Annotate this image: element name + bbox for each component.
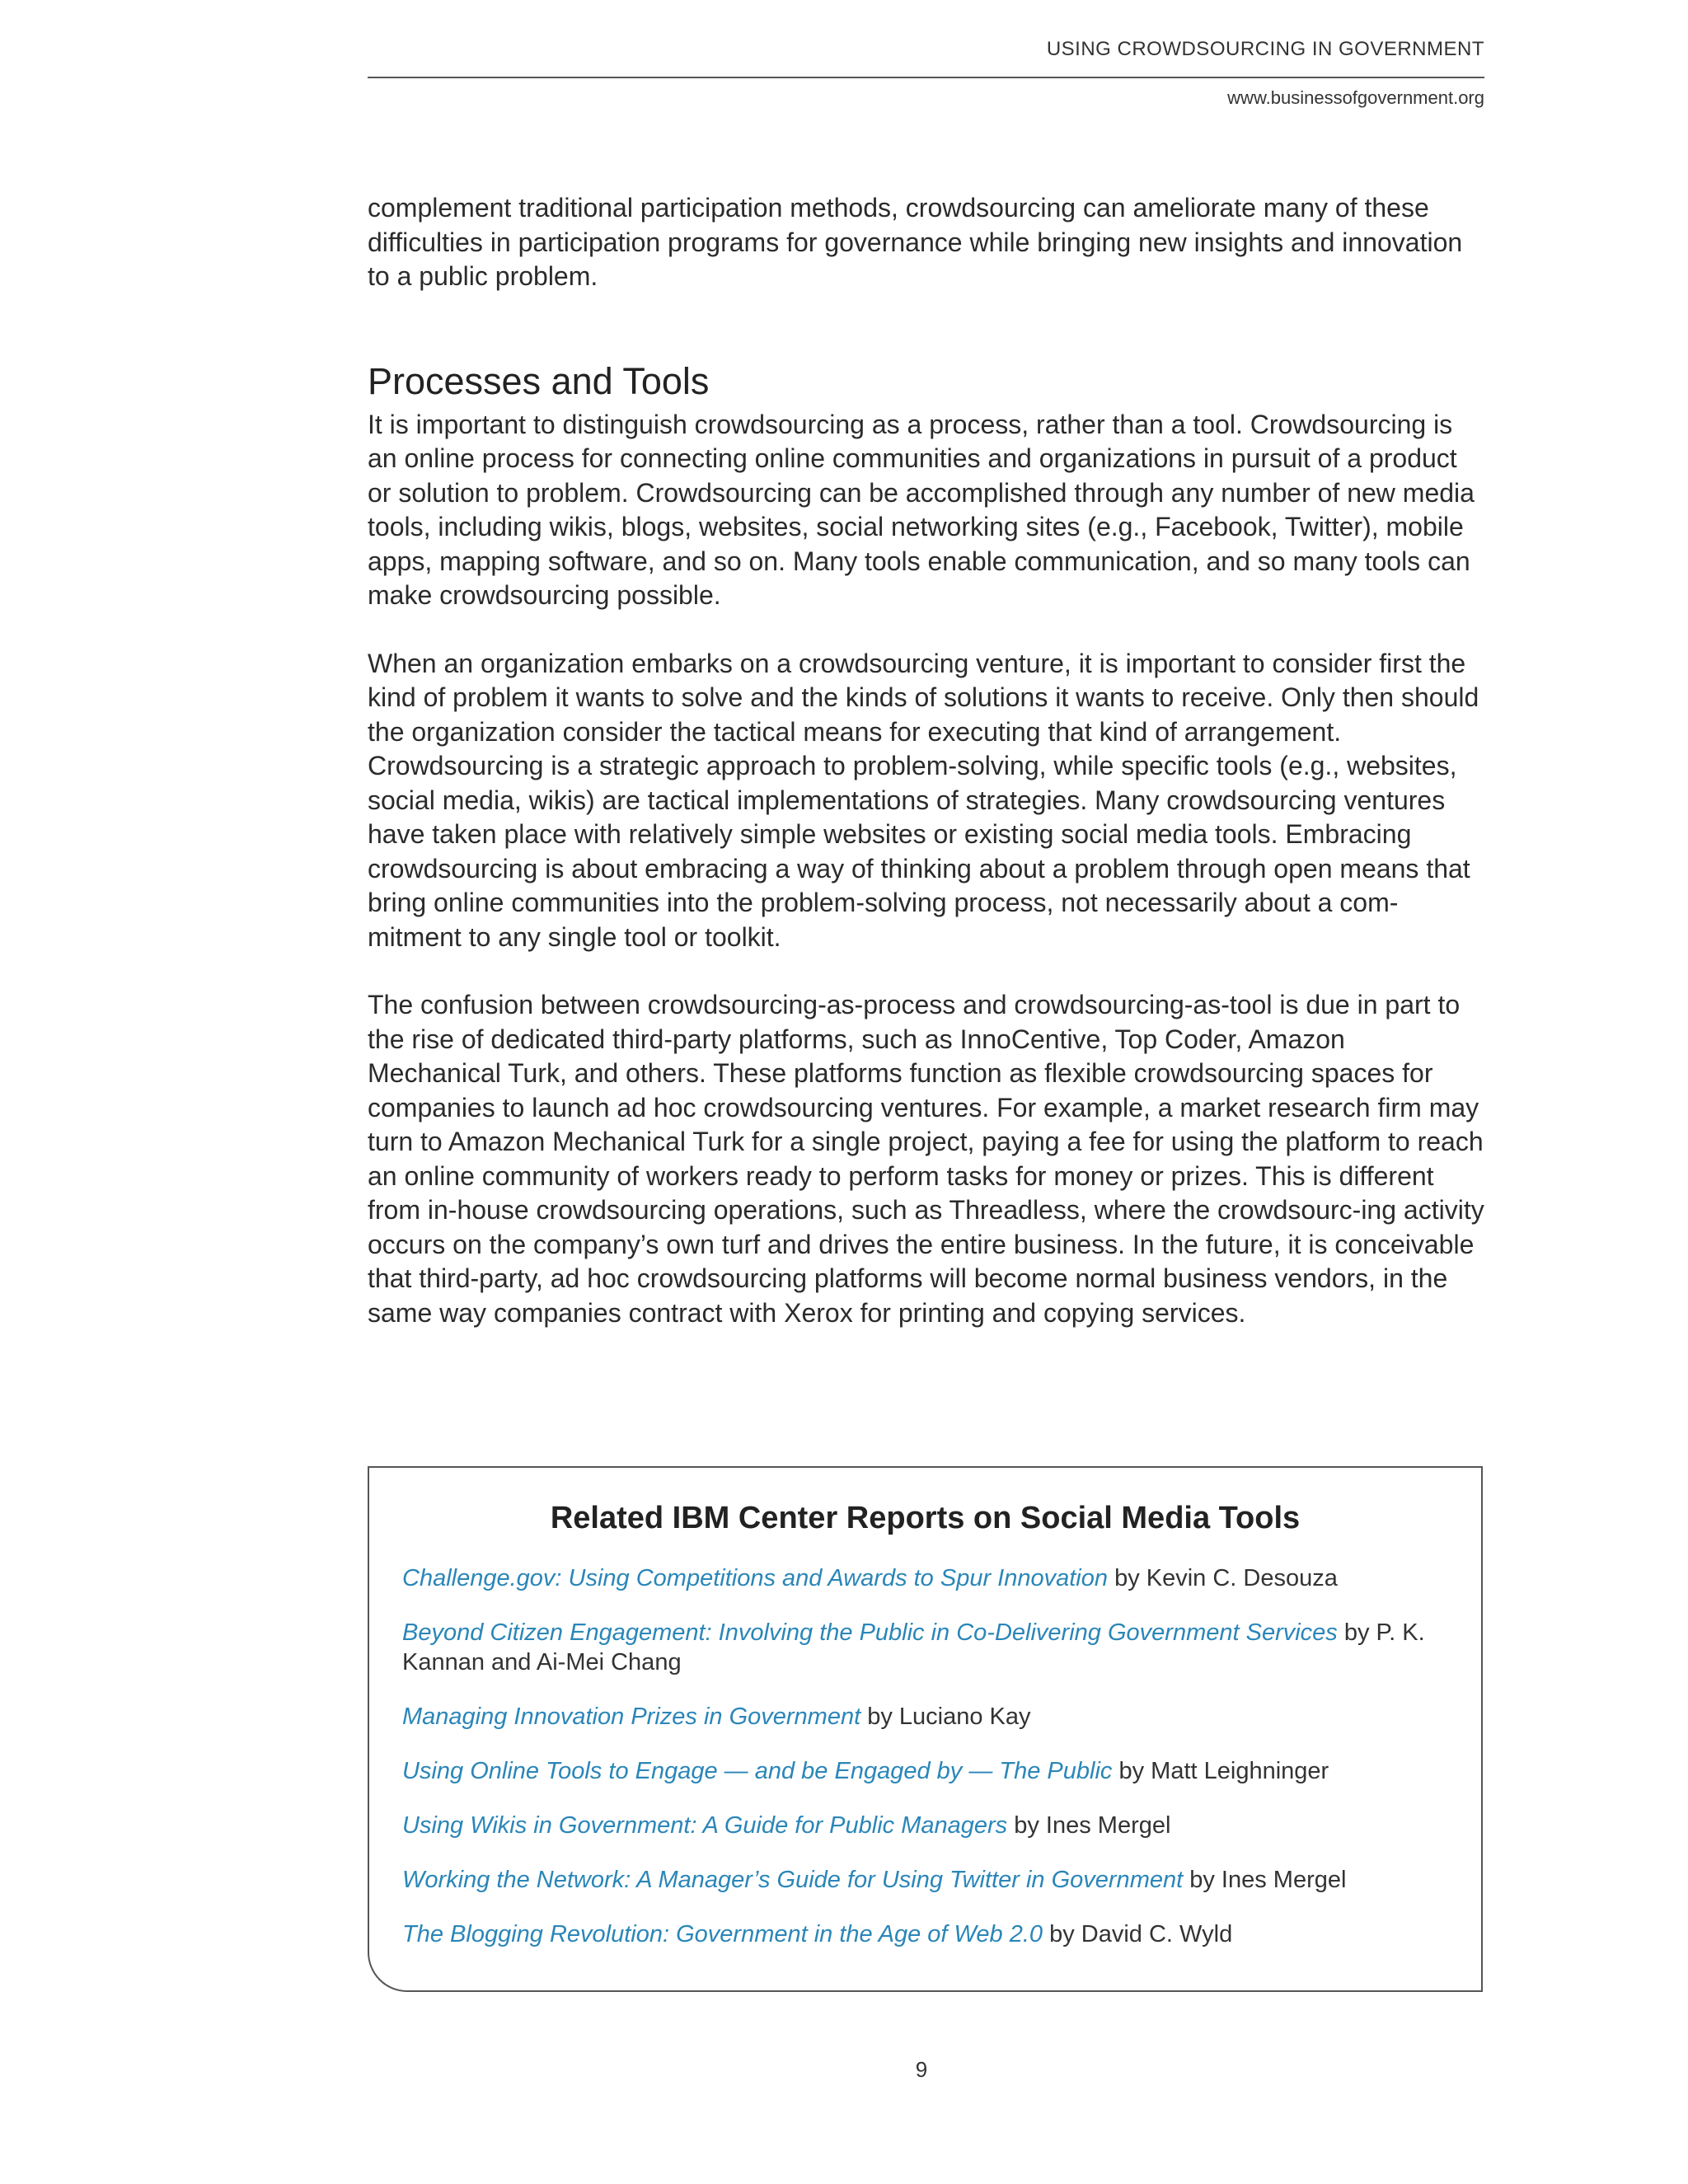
- running-header-website: www.businessofgovernment.org: [1227, 87, 1484, 108]
- report-link[interactable]: The Blogging Revolution: Government in the Age of Web 2.0: [402, 1921, 1043, 1947]
- report-author: by Kevin C. Desouza: [1108, 1565, 1338, 1591]
- main-content: [368, 191, 1484, 1330]
- report-author: by Matt Leighninger: [1112, 1758, 1329, 1784]
- report-item: [402, 1756, 1432, 1786]
- report-item: [402, 1919, 1432, 1949]
- report-link[interactable]: Managing Innovation Prizes in Government: [402, 1704, 861, 1730]
- intro-paragraph: complement traditional participation methods, crowdsourcing can ameliorate many of these difficulties in participation programs for governance while bringing new insights and innovation to a public problem.: [368, 193, 1463, 291]
- header-divider: [368, 77, 1484, 78]
- report-item: [402, 1865, 1432, 1895]
- report-list: [402, 1563, 1432, 1974]
- report-link[interactable]: Using Online Tools to Engage — and be Engaged by — The Public: [402, 1758, 1113, 1784]
- sidebar-title: Related IBM Center Reports on Social Media Tools: [550, 1501, 1301, 1535]
- report-item: [402, 1702, 1432, 1732]
- report-author: by Ines Mergel: [1007, 1812, 1171, 1839]
- running-header-title: USING CROWDSOURCING IN GOVERNMENT: [1046, 38, 1484, 60]
- related-reports-sidebar: [368, 1466, 1483, 1992]
- report-item: [402, 1811, 1432, 1840]
- report-author: by P. K. Kannan and Ai-Mei Chang: [402, 1619, 1425, 1675]
- section-heading-block: [368, 360, 1484, 403]
- report-item: [402, 1563, 1432, 1593]
- report-item: [402, 1618, 1432, 1677]
- body-paragraph: The confusion between crowdsourcing-as-process and crowdsourcing-as-tool is due in part to the rise of dedicated third-party platforms, such as InnoCentive, Top Coder, Amazon Mechanical Turk, and others. These platforms function as flexible crowdsourcing spaces for companies to launch ad hoc crowdsourcing ventures. For example, a market research firm may turn to Amazon Mechanical Turk for a single project, paying a fee for using the platform to reach an online community of workers ready to perform tasks for money or prizes. This is different from in-house crowdsourcing operations, such as Threadless, where the crowdsourc-ing activity occurs on the company’s own turf and drives the entire business. In the future, it is conceivable that third-party, ad hoc crowdsourcing platforms will become normal business vendors, in the same way companies contract with Xerox for printing and copying services.: [368, 990, 1484, 1328]
- report-author: by Ines Mergel: [1183, 1867, 1347, 1893]
- report-link[interactable]: Beyond Citizen Engagement: Involving the Public in Co-Delivering Government Services: [402, 1619, 1338, 1646]
- body-paragraph: When an organization embarks on a crowdsourcing venture, it is important to consider first the kind of problem it wants to solve and the kinds of solutions it wants to receive. Only then should the organization consider the tactical means for executing that kind of arrangement. Crowdsourcing is a strategic approach to problem-solving, while specific tools (e.g., websites, social media, wikis) are tactical implementations of strategies. Many crowdsourcing ventures have taken place with relatively simple websites or existing social media tools. Embracing crowdsourcing is about embracing a way of thinking about a problem through open means that bring online communities into the problem-solving process, not necessarily about a com-mitment to any single tool or toolkit.: [368, 648, 1479, 952]
- body-paragraph: It is important to distinguish crowdsourcing as a process, rather than a tool. Crowdsourcing is an online process for connecting online communities and organizations in pursuit of a product or solution to problem. Crowdsourcing can be accomplished through any number of new media tools, including wikis, blogs, websites, social networking sites (e.g., Facebook, Twitter), mobile apps, mapping software, and so on. Many tools enable communication, and so many tools can make crowdsourcing possible.: [368, 409, 1475, 610]
- report-link[interactable]: Challenge.gov: Using Competitions and Awards to Spur Innovation: [402, 1565, 1109, 1591]
- page-number: 9: [915, 2057, 928, 2082]
- section-heading: Processes and Tools: [368, 359, 710, 402]
- report-link[interactable]: Working the Network: A Manager’s Guide for Using Twitter in Government: [402, 1867, 1184, 1893]
- report-author: by Luciano Kay: [860, 1704, 1031, 1730]
- report-author: by David C. Wyld: [1043, 1921, 1233, 1947]
- report-link[interactable]: Using Wikis in Government: A Guide for Public Managers: [402, 1812, 1008, 1839]
